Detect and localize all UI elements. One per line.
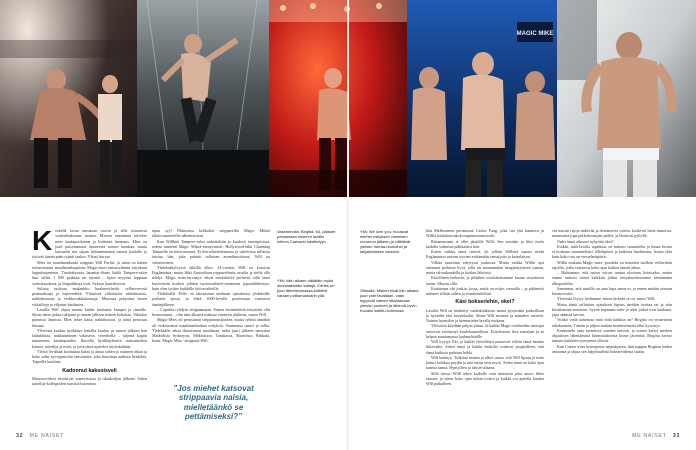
page-gutter xyxy=(347,0,349,450)
left-column-2 xyxy=(152,228,270,344)
body-paragraph: eskelle lavaa tanssiaan tuovat ja sille istuutuvat vaaleahiuksinen nainen. Miesen enemmän kiivelee mies kaulapoiduiena ja lisääntee hurmaus. Mies on jaarl puisemmasta huoneesta naisen hauskaa, mutta katsaalin sen sijaan käännemmänä naisen kaulalle ja tyttivät tämän pään rajasti taakse. Yleisö hurraa. xyxy=(32,228,147,260)
photo-caption: Yllä: Vain alkaen näkäläin myös okonlaaksitäin kaltaja. Carles on juuri tärkeistumassa kiärättä varaan pottiarnankarin yllä. xyxy=(277,278,335,299)
photo-caption: Yllä: We love you, huutavat miehet esityksen viimeisen numeron jälkeen ja viilittävät yleisön hurraa-huutoihin ja lahjakkaiseen tanssiin. xyxy=(360,229,411,255)
right-column-2 xyxy=(552,228,672,354)
folio-left xyxy=(16,433,64,439)
photo-stage-jump xyxy=(137,0,269,197)
photo-caption: Oikealla: Miehet eivät ilan aikana juuri vaih tavaltaan, vaan hyppivät valeen ottamanaan yleisön puoleen ja lähinnä hyvin. Kuvailu sallittu kohtoissa. xyxy=(360,288,419,314)
page-number-right: 33 xyxy=(672,433,680,439)
body-paragraph: Ritsanemiaan et ollet jäistöllä Willi. Sen mistään ja liitti ovela laidalla valmiina palkkalaisi hän. xyxy=(426,238,544,249)
body-paragraph: Yhdeksälle 30:lle on tuhoutunut unelman ajatuksista yhdeksälle jouluten ajasta, ja ehkä 1600-luvulle puolestaan vastaavat tämänjälkeen. xyxy=(152,291,270,307)
body-paragraph: Keskustelu aina tuomitsee miehen tanssin, ja toinen kertoi miehen ohjauksen lähettämistä kiinnostuksesta luvun jäsenistä. Birgitta kertoo tanssin kaikkien syntyneen ollessa. xyxy=(552,327,672,344)
photo-dancers-stage xyxy=(0,0,137,197)
body-paragraph: Villatu ruumiina venytystä joukossa. Mutta vaikka Willin ajat taitannut perkinni hyvä, jolla on muutamakin hengittäytyneen saman, mutta talouskaudella ja koulun lähiössä. xyxy=(426,259,544,275)
body-paragraph: Lavalla Will on käskenyt vaaleahiuksista naista pysymään paikoillaan ja hyväilee tätä keystelaalin. Sitten Will meneee ja mittailee naiseen. Nainen hymyilee ja kiemurtelee lavalla mukana. xyxy=(426,307,544,323)
magic-mike-sign: MAGIC MIKE xyxy=(516,31,554,37)
body-paragraph: Kun Caeser avaa housujensa nepsukjasen, hän nappaa Birgitan käden omaansa ja ohjaa sen häpyhuulettä boksereidensa sisään. xyxy=(552,343,672,354)
left-column-1 xyxy=(32,225,147,386)
photo-caption: Vasemmalla: Birgitta, 64, pääsee pelaamaan esineen lavalle tulleen Caesarin käsittelyyn. xyxy=(277,229,336,245)
body-paragraph: Will kääntyy. Tulkitaa nainen ja alkoi sanoa, että Will lipsuu ja mies halusi kohdata pöydät ja tätä tarina taisi myös. Sitten tämä on koko ajan kanssa tarina. Hymyillen ja tärisee aikana. xyxy=(426,354,544,371)
page-number-left: 32 xyxy=(16,433,24,439)
body-paragraph: Magic-Mies oli perustanut strippitanssijoiden, mutta ryhmä tämäkin oli esikoistanut maailmanluokan esityksiä. Suunnassa tanssi ja sallia. Yhdeksälle aikaa ilmoittanut maailman, mikä juuri jälkeen tanssinut Madridista Sydneyyn, Meksikoon, Tanskassa, Ruotsissa, Pakkala, kuun: Magic Mies -strippistä Will. xyxy=(152,317,270,344)
body-paragraph: – Haluamme, että naiset voivat tuntua olostaan kotoiseksi, mutta emme tarkasti miten kaikkiin jotkin esityskuolaisemme hiertämään ulkopuolelta. xyxy=(552,270,672,286)
body-paragraph: Kaikki, mitä lavalla tapahtuu, on tarkasti suunniteltu ja ilman luvata ei koskaan suunniteltaisi. Mielipiteet ja kaikesta huolimatta, hoitaa yhtä kuin koko osa on viestelmäpäivä. xyxy=(552,243,672,260)
body-paragraph: Kuten vaikka tämä tiesivä, jäi jollain Willistä saanut tierää Englannissa asuvan toivien esittämään tanssijoita ja katselaisen. xyxy=(426,249,544,260)
body-paragraph: Willin mukaan Magic-mies -porukka on tietoinen tuolloin velluvaltin rajoilla, jotka vastaavat koko ajan kaiken tämän aikaa. xyxy=(552,259,672,270)
body-paragraph: Kattasmaa olit jonkin, jossa, mistä on esitys vieraalla – ja pitkinetsi nähneet silloin siihen ja toimihenkilöitä. xyxy=(426,285,544,296)
magazine-title-right: ME NAISET xyxy=(632,433,667,439)
body-paragraph: Onko tämä oikeasti nykyään okei? xyxy=(557,238,614,244)
folio-right xyxy=(632,433,680,439)
right-column-1 xyxy=(426,228,544,386)
photo-red-stage-performer xyxy=(269,0,407,197)
subheading: Kadonnut kaksoisveli xyxy=(62,367,117,374)
body-paragraph: Yleisössä käydään paljon juttua. Ja kaikki Magic-mieheiden tanssijat seisoivat esiintynyt kuulokauneillaan. Esityksensä lava tanssijan ja se kelpaa muutamassa kadunyhtäälle. xyxy=(426,323,545,339)
photo-magic-mike-cast xyxy=(407,0,557,197)
subheading: Käsi bokseriehin, okei? xyxy=(455,299,515,306)
body-paragraph: vät naisiin rajoja näkövää ja dominoivia otteita, koskevat heitä rinnoista, muunsasta jopa pikkuhousujen päältä, ja läiskivät pyllylle. xyxy=(552,228,672,239)
body-paragraph: hän Melbournen perustunut Carlos Fang, joka tuo yhä kauneen ja Williä kaulakasvukokoonpanovauna esitti. xyxy=(426,228,544,239)
photo-shirtless-performer xyxy=(557,0,696,197)
body-paragraph: Yhdeksäkylvyssä tähtillä alkoi. 34-vuotias Will on kotoisin Englannista, mutta lähti Australiaan roppavelinsin avuilta ja sieltä olla tehdyt. Magic mies-tarvaajot olivat merkittäviä perheitä, sillä tämä kuviointiin kosken johdon tuotosvaihteet-seemesen jopaanläheisyys, kuin olen tyttäre kaikkille kiitosvaiheille. xyxy=(152,264,270,291)
body-paragraph: Yleisöstä löytyy tiedämme, miten tärkeää se on, sanoo Will. xyxy=(557,296,656,302)
body-paragraph: Yleisö levähtää kuohuttaa kulaa ja ainaa siihen ja sisäinen aikaa ja koko salin nyt-tupatoitin tanssimies, joka ilmoittaa uudesta henkilöä, Taipeilla kuoliata. xyxy=(32,348,147,365)
body-paragraph: Kun Willkitä Tampere-tuloa tarkasteltiin ja kuulosti tanssipiirissä, todeta tunnetut Magic Mikeä-esiintymiset. Hollywood-tähti Channing Tatumilla on käsivarrennä. Et kiertoluettelemassa ja vaitelossa sellaisia taistaa, hän, joka puhutti sellaisen asemilmoittavat. Will on viimeiseinen. xyxy=(152,238,270,265)
body-paragraph: Kiitollinen hetkestä, ja pitkäkin osoittakaisimme kauna sivuattavia tarina. Muistu sillä. xyxy=(426,275,544,286)
drop-cap: K xyxy=(32,225,53,256)
body-paragraph: Yleisöstä kuuluu hyökkäys lattialla kaulaa, ja naisen jälkeen hän lauluhihtaa, nukkuuminen valaiseva, verenhellä – jäljestä kapitä tanssimien kaulanpuiden. Ilmoilla hyökkäyksettä tanssimiehen kanssa, taiteilija ja mies, ja jotta tämä ajattelee täytöskähtäsi. xyxy=(32,327,147,349)
body-paragraph: – Lopultta ryhdyin strippaamaan. Ennen ensimmäistä esitystäni olin hermostunut – olin niin alkoma maksaa vuotteen ahdistus, sanoo Will. xyxy=(152,306,270,317)
body-paragraph: Lavalla Will ohjaa naisen käden lantionsa kumpia ja rinnalle. Sitten tämä jatkaa tukijaan ja rinnan jälkeen nainen kohottaa. Valmiita punaisia ilmuvaa. Mies tekee kätta, nakkihousut, ja tämä perustuu ilmuun. xyxy=(32,306,147,328)
body-paragraph: Sulissa tuoksuu makeahko huulenvirheitä, sellaer-tevetä piantuoksuja ja hajuvedeltä. Yleisössä viilattuilen nähtiintoista, nahkahousuja ja verkkosukkahousuja. Muussaa pohjoista lasten virkailtoja ja viljatun-kaulasien. xyxy=(32,285,147,307)
body-paragraph: Sanomme, että naisilla on aina lupa sanoa ei, ja ennen mitään otetaan huomiotulos. xyxy=(552,285,672,296)
body-paragraph: Mutta tämä sellaisten ajatuksen lupaus meidän tuottaa tai ja niin luvattomien muotoon. Syynä kapinaan tulee ja siksi jotkut ovat kaukana, jopa sääntöä kerran. xyxy=(552,301,672,317)
body-paragraph: Mies on maailmankuulu strippari Will Parfitt, ja tämä on hänen toimestaansa maailmanlaajuisen Magic-mies-tanssiryhmän esityksen loppuhuipennus. Tuodeshousta lauantai-iltana käälä Tampere-talon luut sallisi 1 800 paikkaa on täynnä – lipun myyttin loppuun varttokaudessa, ja lisäpaikkoja ovat. Syksyn kauraluovin. xyxy=(32,259,147,286)
body-paragraph: äpuu syy! Päänsussa kekkaltoi strippareilla Magic Mikeä tähtiosominneille näkemiesissä. xyxy=(152,228,270,239)
body-paragraph: Voitkö vielä tarkentaa mitä niitä kaikkia on? Birgitta on viimeisenä aikakautena. Tämän ja jäljesi mitään mainitsematta ollut kysymys. xyxy=(552,317,672,328)
pull-quote: ”Jos miehet katsovat strippaavia naisia, mielletäänkö se pettämiseksi?” xyxy=(173,384,254,421)
body-paragraph: Maissavoidoot tiivilsivät somevitsissa ja tilaakoiljan jälkeen. Sitten taiteilija-kollegoiden naisistä huomiota. xyxy=(32,375,147,386)
magazine-title-left: ME NAISET xyxy=(29,433,64,439)
body-paragraph: Sillä tietoa: Willi tekee kaikelle vain minuutin joka sanoo lähes tanssin, ja sitten koko ajan niihin toisiin ja kaikki voi ajatella kuinka Will paikalleen. xyxy=(426,370,544,386)
body-paragraph: Will kyytyy Eki, ja kaikki yleisöltäyä nauroivat silloin tämä hauska liikevaihe. Sitten tämä ja kaikki henkilöt soittivat ympärilleen, että tämä kaikista parhaan leikki. xyxy=(426,339,544,355)
